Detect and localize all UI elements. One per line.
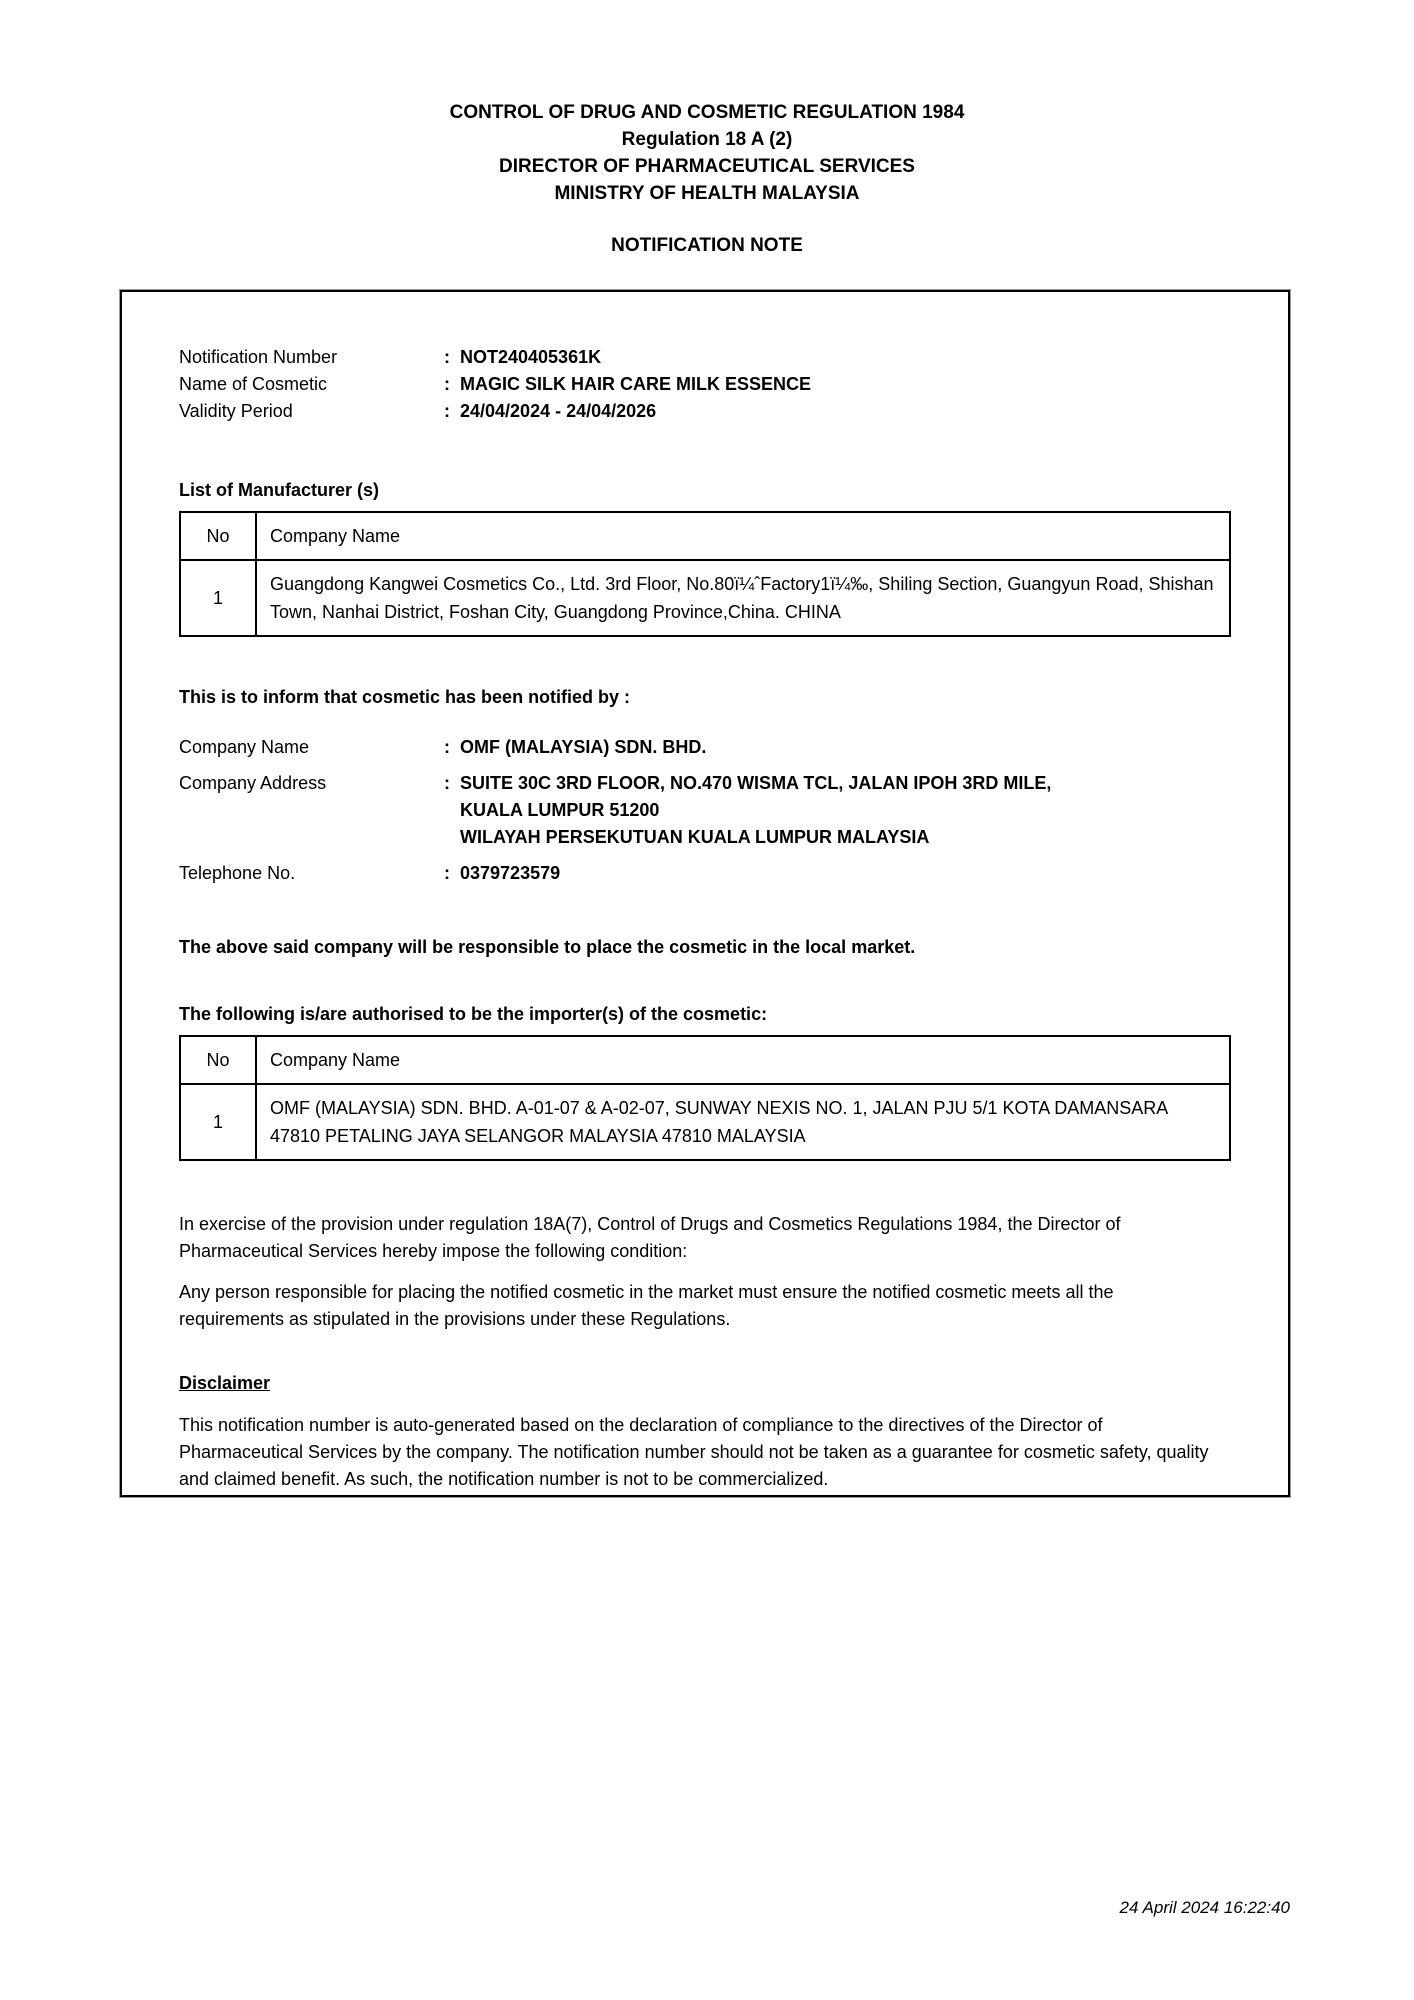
notification-number-row xyxy=(179,344,1231,371)
telephone-row xyxy=(179,860,1231,887)
footer-timestamp: 24 April 2024 16:22:40 xyxy=(1119,1898,1290,1917)
telephone-value: 0379723579 xyxy=(460,863,561,883)
importer-row-no: 1 xyxy=(180,1084,256,1160)
company-address-line-2: KUALA LUMPUR 51200 xyxy=(460,800,660,820)
notification-fields xyxy=(179,344,1231,425)
colon: : xyxy=(444,863,450,883)
company-address-line-3: WILAYAH PERSEKUTUAN KUALA LUMPUR MALAYSIA xyxy=(460,827,930,847)
company-address-line-1: SUITE 30C 3RD FLOOR, NO.470 WISMA TCL, JALAN IPOH 3RD MILE, xyxy=(460,773,1052,793)
importer-row-company: OMF (MALAYSIA) SDN. BHD. A-01-07 & A-02-07, SUNWAY NEXIS NO. 1, JALAN PJU 5/1 KOTA DAMANSARA 47810 PETALING JAYA SELANGOR MALAYSIA 47810 MALAYSIA xyxy=(256,1084,1230,1160)
disclaimer-text: This notification number is auto-generated based on the declaration of compliance to the directives of the Director of Pharmaceutical Services by the company. The notification number should not be taken as a guarantee for cosmetic safety, quality and claimed benefit. As such, the notification number is not to be commercialized. xyxy=(179,1415,1209,1489)
notification-number-label: Notification Number xyxy=(179,347,338,367)
notification-box xyxy=(120,290,1290,1497)
importer-section-heading: The following is/are authorised to be the importer(s) of the cosmetic: xyxy=(179,1004,768,1024)
condition-paragraph-1: In exercise of the provision under regulation 18A(7), Control of Drugs and Cosmetics Regulations 1984, the Director of Pharmaceutical Services hereby impose the following condition: xyxy=(179,1214,1121,1261)
manufacturer-col-company: Company Name xyxy=(256,512,1230,560)
disclaimer-heading: Disclaimer xyxy=(179,1373,271,1393)
manufacturer-section-heading: List of Manufacturer (s) xyxy=(179,480,380,500)
responsibility-statement: The above said company will be responsible to place the cosmetic in the local market. xyxy=(179,937,916,957)
manufacturer-table-header-row xyxy=(180,512,1230,560)
importer-col-company: Company Name xyxy=(256,1036,1230,1084)
colon: : xyxy=(444,401,450,421)
manufacturer-row-company: Guangdong Kangwei Cosmetics Co., Ltd. 3rd Floor, No.80ï¼ˆFactory1ï¼‰, Shiling Section, Guangyun Road, Shishan Town, Nanhai District, Foshan City, Guangdong Province,China. CHINA xyxy=(256,560,1230,636)
notified-by-heading: This is to inform that cosmetic has been notified by : xyxy=(179,687,631,707)
document-header xyxy=(0,99,1414,207)
manufacturer-col-no: No xyxy=(180,512,256,560)
condition-paragraph-2: Any person responsible for placing the notified cosmetic in the market must ensure the notified cosmetic meets all the requirements as stipulated in the provisions under these Regulations. xyxy=(179,1282,1114,1329)
header-line-regulation-section: Regulation 18 A (2) xyxy=(621,129,793,150)
colon: : xyxy=(444,347,450,367)
company-name-label: Company Name xyxy=(179,737,310,757)
company-name-value: OMF (MALAYSIA) SDN. BHD. xyxy=(460,737,707,757)
company-address-row xyxy=(179,770,1231,851)
header-line-ministry: MINISTRY OF HEALTH MALAYSIA xyxy=(554,183,860,204)
notified-by-fields xyxy=(179,734,1231,887)
validity-period-label: Validity Period xyxy=(179,401,293,421)
company-address-value xyxy=(460,770,1051,851)
colon: : xyxy=(444,737,450,757)
manufacturer-row-no: 1 xyxy=(180,560,256,636)
importer-col-no: No xyxy=(180,1036,256,1084)
cosmetic-name-label: Name of Cosmetic xyxy=(179,374,328,394)
colon: : xyxy=(444,374,450,394)
telephone-label: Telephone No. xyxy=(179,863,296,883)
company-address-label: Company Address xyxy=(179,773,327,793)
header-line-regulation: CONTROL OF DRUG AND COSMETIC REGULATION 1984 xyxy=(449,102,965,123)
importer-table-header-row xyxy=(180,1036,1230,1084)
page-title: NOTIFICATION NOTE xyxy=(611,235,803,256)
manufacturer-table xyxy=(179,511,1231,637)
company-name-row xyxy=(179,734,1231,761)
colon: : xyxy=(444,773,450,793)
cosmetic-name-value: MAGIC SILK HAIR CARE MILK ESSENCE xyxy=(460,374,812,394)
table-row xyxy=(180,560,1230,636)
table-row xyxy=(180,1084,1230,1160)
importer-table xyxy=(179,1035,1231,1161)
validity-period-value: 24/04/2024 - 24/04/2026 xyxy=(460,401,657,421)
cosmetic-name-row xyxy=(179,371,1231,398)
header-line-director: DIRECTOR OF PHARMACEUTICAL SERVICES xyxy=(499,156,915,177)
notification-number-value: NOT240405361K xyxy=(460,347,602,367)
validity-period-row xyxy=(179,398,1231,425)
